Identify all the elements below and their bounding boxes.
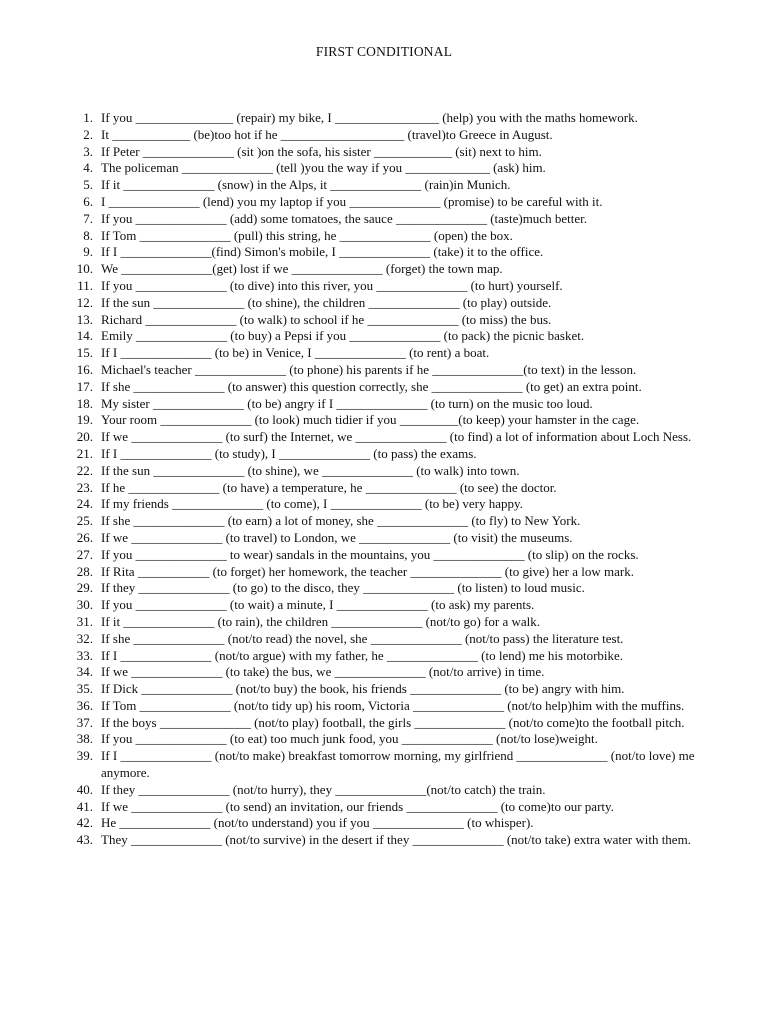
exercise-sentence: If you ______________ (to eat) too much junk food, you ______________ (not/to lose)weight. [101,731,598,747]
page-title: FIRST CONDITIONAL [315,44,453,59]
number-spacer [93,480,101,497]
exercise-number: 3. [83,143,93,159]
exercise-sentence: If you ______________ (to dive) into this river, you ______________ (to hurt) yourself. [101,277,563,293]
exercise-sentence: If the sun ______________ (to shine), the children ______________ (to play) outside. [101,294,552,310]
number-spacer [93,362,101,379]
number-spacer [93,244,101,261]
exercise-sentence: If the sun ______________ (to shine), we ______________ (to walk) into town. [101,462,520,478]
exercise-number: 14. [76,328,93,344]
number-spacer [93,513,101,530]
exercise-item [60,144,740,161]
number-spacer [93,648,101,665]
exercise-number: 30. [76,597,93,613]
number-spacer [93,127,101,144]
number-spacer [93,496,101,513]
exercise-number: 40. [76,781,93,797]
number-spacer [93,580,101,597]
exercise-item [60,664,740,681]
exercise-sentence: If I ______________ (not/to argue) with my father, he ______________ (to lend) me his motorbike. [101,647,624,663]
number-spacer [93,228,101,245]
number-spacer [93,664,101,681]
exercise-item [60,160,740,177]
exercise-sentence: If Peter ______________ (sit )on the sofa, his sister ____________ (sit) next to him. [101,143,542,159]
exercise-number: 34. [76,664,93,680]
exercise-sentence: Your room ______________ (to look) much tidier if you _________(to keep) your hamster in the cage. [101,412,640,428]
exercise-item [60,446,740,463]
number-spacer [93,144,101,161]
exercise-number: 38. [76,731,93,747]
exercise-item [60,110,740,127]
number-spacer [93,631,101,648]
exercise-sentence: If Tom ______________ (not/to tidy up) his room, Victoria ______________ (not/to help)him with the muffins. [101,697,685,713]
number-spacer [93,530,101,547]
exercise-number: 4. [83,160,93,176]
number-spacer [93,396,101,413]
exercise-number: 33. [76,647,93,663]
exercise-item [60,362,740,379]
exercise-number: 2. [83,126,93,142]
exercise-item [60,513,740,530]
exercise-item [60,463,740,480]
number-spacer [93,295,101,312]
number-spacer [93,564,101,581]
number-spacer [93,698,101,715]
exercise-number: 19. [76,412,93,428]
number-spacer [93,731,101,748]
exercise-sentence: If Rita ___________ (to forget) her homework, the teacher ______________ (to give) her a low mark. [101,563,634,579]
number-spacer [93,446,101,463]
number-spacer [93,748,101,782]
number-spacer [93,597,101,614]
exercise-number: 32. [76,630,93,646]
exercise-sentence: If he ______________ (to have) a temperature, he ______________ (to see) the doctor. [101,479,557,495]
exercise-sentence: If we ______________ (to travel) to London, we ______________ (to visit) the museums. [101,529,573,545]
number-spacer [93,261,101,278]
exercise-list [60,110,740,849]
number-spacer [93,412,101,429]
exercise-number: 11. [77,277,93,293]
exercise-sentence: If she ______________ (not/to read) the novel, she ______________ (not/to pass) the literature test. [101,630,624,646]
number-spacer [93,429,101,446]
exercise-number: 13. [76,311,93,327]
exercise-item [60,345,740,362]
exercise-sentence: If I ______________(find) Simon's mobile, I ______________ (take) it to the office. [101,244,544,260]
exercise-sentence: Michael's teacher ______________ (to phone) his parents if he ______________(to text) in the lesson. [101,361,637,377]
exercise-sentence: If we ______________ (to take) the bus, we ______________ (not/to arrive) in time. [101,664,545,680]
number-spacer [93,211,101,228]
exercise-item [60,799,740,816]
exercise-item [60,748,740,782]
exercise-item [60,614,740,631]
exercise-item [60,698,740,715]
number-spacer [93,832,101,849]
exercise-sentence: If she ______________ (to earn) a lot of money, she ______________ (to fly) to New York. [101,513,581,529]
exercise-sentence: If it ______________ (to rain), the children ______________ (not/to go) for a walk. [101,613,541,629]
exercise-item [60,547,740,564]
exercise-sentence: If Tom ______________ (pull) this string, he ______________ (open) the box. [101,227,513,243]
exercise-number: 41. [76,798,93,814]
exercise-item [60,429,740,446]
exercise-item [60,530,740,547]
exercise-item [60,328,740,345]
exercise-number: 12. [76,294,93,310]
exercise-sentence: If the boys ______________ (not/to play) football, the girls ______________ (not/to come)to the football pitch. [101,714,685,730]
exercise-number: 16. [76,361,93,377]
number-spacer [93,799,101,816]
exercise-item [60,681,740,698]
exercise-number: 9. [83,244,93,260]
number-spacer [93,278,101,295]
exercise-number: 36. [76,697,93,713]
number-spacer [93,160,101,177]
exercise-number: 23. [76,479,93,495]
exercise-number: 28. [76,563,93,579]
exercise-item [60,815,740,832]
exercise-item [60,731,740,748]
exercise-item [60,194,740,211]
exercise-sentence: If we ______________ (to send) an invitation, our friends ______________ (to come)to our party. [101,798,614,814]
exercise-item [60,379,740,396]
exercise-sentence: If you _______________ (repair) my bike, I ________________ (help) you with the maths homework. [101,110,638,125]
exercise-number: 22. [76,462,93,478]
exercise-item [60,496,740,513]
exercise-sentence: Richard ______________ (to walk) to school if he ______________ (to miss) the bus. [101,311,552,327]
number-spacer [93,379,101,396]
exercise-item [60,480,740,497]
exercise-sentence: If Dick ______________ (not/to buy) the book, his friends ______________ (to be) angry with him. [101,681,625,697]
exercise-number: 17. [76,378,93,394]
number-spacer [93,614,101,631]
exercise-sentence: If I ______________ (to study), I ______________ (to pass) the exams. [101,445,477,461]
exercise-sentence: Emily ______________ (to buy) a Pepsi if you ______________ (to pack) the picnic basket. [101,328,585,344]
exercise-number: 10. [76,261,93,277]
exercise-number: 24. [76,496,93,512]
exercise-number: 7. [83,210,93,226]
exercise-item [60,580,740,597]
exercise-sentence: If I ______________ (not/to make) breakfast tomorrow morning, my girlfriend ______________ (not/to love) me anymore. [101,748,698,781]
number-spacer [93,681,101,698]
exercise-sentence: My sister ______________ (to be) angry if I ______________ (to turn) on the music too loud. [101,395,593,411]
exercise-number: 31. [76,613,93,629]
exercise-item [60,261,740,278]
exercise-sentence: The policeman ______________ (tell )you the way if you _____________ (ask) him. [101,160,546,176]
exercise-sentence: It ____________ (be)too hot if he ___________________ (travel)to Greece in August. [101,126,553,142]
exercise-number: 26. [76,529,93,545]
exercise-number: 8. [83,227,93,243]
exercise-item [60,295,740,312]
exercise-number: 1. [83,110,93,125]
exercise-sentence: If my friends ______________ (to come), I ______________ (to be) very happy. [101,496,523,512]
exercise-sentence: If you ______________ to wear) sandals in the mountains, you ______________ (to slip) on the rocks. [101,546,639,562]
exercise-number: 21. [76,445,93,461]
exercise-number: 20. [76,429,93,445]
exercise-number: 27. [76,546,93,562]
exercise-item [60,715,740,732]
exercise-item [60,244,740,261]
number-spacer [93,312,101,329]
exercise-item [60,211,740,228]
number-spacer [93,177,101,194]
exercise-sentence: He ______________ (not/to understand) you if you ______________ (to whisper). [101,815,534,831]
exercise-sentence: If I ______________ (to be) in Venice, I ______________ (to rent) a boat. [101,345,490,361]
exercise-number: 42. [76,815,93,831]
exercise-item [60,278,740,295]
exercise-number: 18. [76,395,93,411]
exercise-number: 15. [76,345,93,361]
exercise-sentence: If you ______________ (add) some tomatoes, the sauce ______________ (taste)much better. [101,210,587,226]
number-spacer [93,715,101,732]
exercise-item [60,412,740,429]
number-spacer [93,110,101,127]
number-spacer [93,345,101,362]
exercise-item [60,782,740,799]
number-spacer [93,547,101,564]
exercise-item [60,177,740,194]
number-spacer [93,782,101,799]
exercise-item [60,127,740,144]
number-spacer [93,194,101,211]
exercise-number: 43. [76,832,93,848]
exercise-number: 35. [76,681,93,697]
exercise-item [60,564,740,581]
exercise-sentence: If it ______________ (snow) in the Alps, it ______________ (rain)in Munich. [101,177,511,193]
exercise-sentence: If she ______________ (to answer) this question correctly, she ______________ (to get) an extra point. [101,378,642,394]
exercise-number: 5. [83,177,93,193]
exercise-item [60,648,740,665]
exercise-sentence: If they ______________ (not/to hurry), they ______________(not/to catch) the train. [101,781,546,797]
exercise-sentence: I ______________ (lend) you my laptop if you ______________ (promise) to be careful with it. [101,193,603,209]
exercise-item [60,312,740,329]
exercise-item [60,228,740,245]
exercise-number: 29. [76,580,93,596]
exercise-item [60,631,740,648]
exercise-sentence: If you ______________ (to wait) a minute, I ______________ (to ask) my parents. [101,597,535,613]
exercise-number: 6. [83,193,93,209]
exercise-item [60,597,740,614]
exercise-sentence: If we ______________ (to surf) the Internet, we ______________ (to find) a lot of information about Loch Ness. [101,429,692,445]
exercise-number: 25. [76,513,93,529]
exercise-item [60,832,740,849]
number-spacer [93,463,101,480]
number-spacer [93,328,101,345]
exercise-sentence: If they ______________ (to go) to the disco, they ______________ (to listen) to loud music. [101,580,585,596]
exercise-sentence: They ______________ (not/to survive) in the desert if they ______________ (not/to take) extra water with them. [101,832,691,848]
exercise-number: 37. [76,714,93,730]
exercise-sentence: We ______________(get) lost if we ______________ (forget) the town map. [101,261,503,277]
exercise-number: 39. [76,748,93,764]
exercise-item [60,396,740,413]
number-spacer [93,815,101,832]
